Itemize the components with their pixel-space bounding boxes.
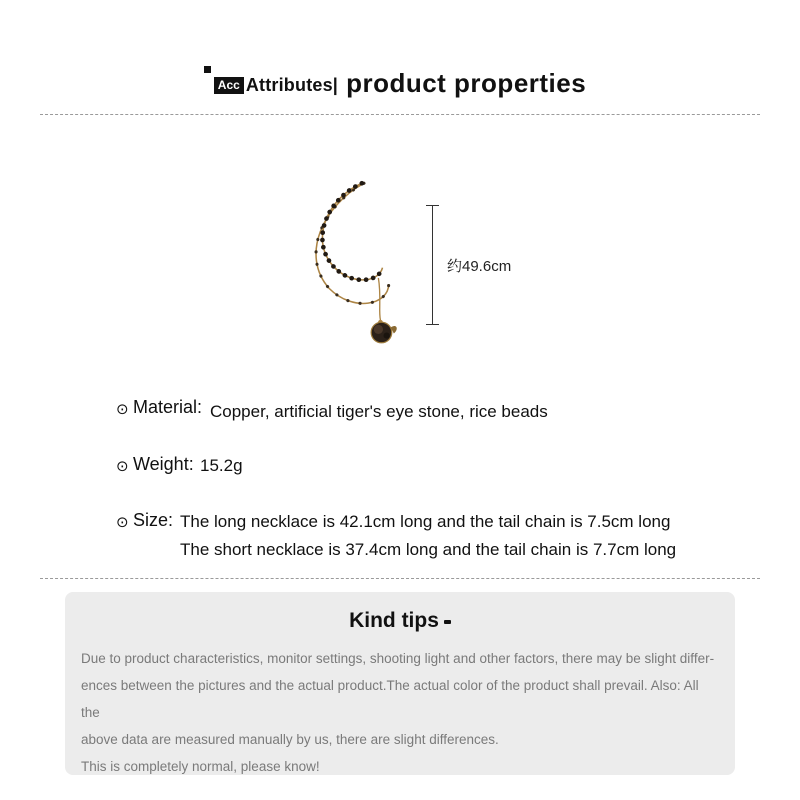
size-value-line2: The short necklace is 37.4cm long and the tail chain is 7.7cm long [180, 540, 677, 559]
decor-square-icon [204, 66, 211, 73]
header [0, 68, 800, 99]
product-image [285, 175, 445, 355]
necklace-illustration [285, 175, 445, 350]
bullet-icon: ⊙ [116, 401, 129, 418]
length-label: 约49.6cm [447, 258, 512, 275]
acc-badge: Acc [214, 77, 244, 94]
weight-value: 15.2g [200, 456, 243, 475]
page-title: product properties [346, 68, 587, 98]
bullet-icon: ⊙ [116, 458, 129, 475]
header-subtitle: Attributes| [245, 75, 339, 95]
exclamation-icon [444, 618, 451, 624]
tips-line: ences between the pictures and the actual product.The actual color of the product shall prevail. Also: All the [81, 678, 699, 720]
weight-label: Weight: [133, 454, 194, 474]
acc-badge-wrap [214, 76, 244, 94]
divider-bottom [40, 578, 760, 579]
size-label: Size: [133, 510, 174, 530]
tips-line: This is completely normal, please know! [81, 759, 320, 774]
tips-line: Due to product characteristics, monitor settings, shooting light and other factors, there may be slight differ- [81, 651, 715, 666]
bullet-icon: ⊙ [116, 514, 129, 531]
tips-line: above data are measured manually by us, there are slight differences. [81, 732, 499, 747]
kind-tips-body [81, 645, 719, 780]
divider-top [40, 114, 760, 115]
measurement-line [426, 205, 440, 325]
material-label: Material: [133, 397, 203, 417]
kind-tips-box [65, 592, 735, 775]
kind-tips-title: Kind tips [349, 609, 439, 632]
material-value: Copper, artificial tiger's eye stone, rice beads [210, 402, 548, 421]
kind-tips-title-row [65, 609, 735, 633]
size-value-line1: The long necklace is 42.1cm long and the tail chain is 7.5cm long [180, 512, 671, 531]
